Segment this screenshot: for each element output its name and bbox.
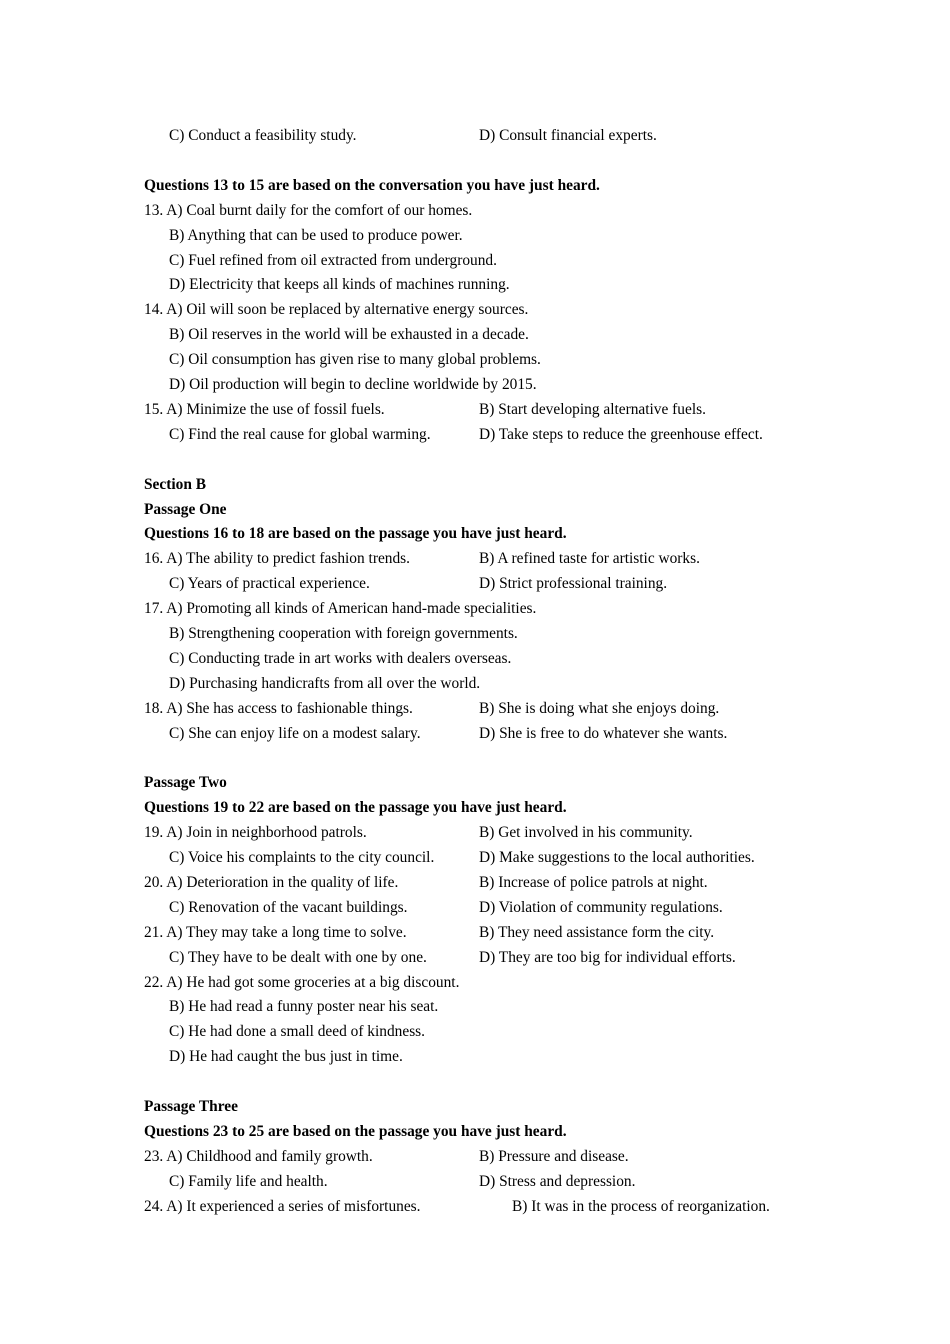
option-24b: B) It was in the process of reorganization. — [512, 1198, 770, 1215]
option-18d: D) She is free to do whatever she wants. — [479, 725, 728, 742]
option-16d: D) Strict professional training. — [479, 575, 668, 592]
option-20b: B) Increase of police patrols at night. — [479, 874, 708, 891]
option-14a: 14. A) Oil will soon be replaced by alternative energy sources. — [144, 301, 529, 318]
option-24a: 24. A) It experienced a series of misfortunes. — [144, 1198, 421, 1215]
option-19a: 19. A) Join in neighborhood patrols. — [144, 824, 367, 841]
option-16a: 16. A) The ability to predict fashion trends. — [144, 550, 411, 567]
option-20d: D) Violation of community regulations. — [479, 899, 723, 916]
option-19d: D) Make suggestions to the local authorities. — [479, 849, 755, 866]
passage-one-heading: Passage One — [144, 501, 227, 518]
option-22d: D) He had caught the bus just in time. — [169, 1048, 403, 1065]
option-18c: C) She can enjoy life on a modest salary. — [169, 725, 421, 742]
questions-19-22-heading: Questions 19 to 22 are based on the passage you have just heard. — [144, 799, 567, 816]
option-21a: 21. A) They may take a long time to solve. — [144, 924, 407, 941]
option-21d: D) They are too big for individual efforts. — [479, 949, 736, 966]
option-17a: 17. A) Promoting all kinds of American hand-made specialities. — [144, 600, 537, 617]
option-17c: C) Conducting trade in art works with dealers overseas. — [169, 650, 512, 667]
option-13c: C) Fuel refined from oil extracted from underground. — [169, 252, 497, 269]
option-15c: C) Find the real cause for global warming. — [169, 426, 431, 443]
option-14c: C) Oil consumption has given rise to many global problems. — [169, 351, 541, 368]
option-20a: 20. A) Deterioration in the quality of life. — [144, 874, 399, 891]
option-22a: 22. A) He had got some groceries at a big discount. — [144, 974, 460, 991]
questions-16-18-heading: Questions 16 to 18 are based on the passage you have just heard. — [144, 525, 567, 542]
option-16c: C) Years of practical experience. — [169, 575, 370, 592]
option-19c: C) Voice his complaints to the city council. — [169, 849, 435, 866]
option-21c: C) They have to be dealt with one by one. — [169, 949, 427, 966]
option-13a: 13. A) Coal burnt daily for the comfort of our homes. — [144, 202, 473, 219]
section-b-heading: Section B — [144, 476, 206, 493]
option-20c: C) Renovation of the vacant buildings. — [169, 899, 408, 916]
option-23d: D) Stress and depression. — [479, 1173, 636, 1190]
option-21b: B) They need assistance form the city. — [479, 924, 715, 941]
option-19b: B) Get involved in his community. — [479, 824, 693, 841]
option-14b: B) Oil reserves in the world will be exhausted in a decade. — [169, 326, 529, 343]
option-15b: B) Start developing alternative fuels. — [479, 401, 706, 418]
option-16b: B) A refined taste for artistic works. — [479, 550, 700, 567]
option-18b: B) She is doing what she enjoys doing. — [479, 700, 720, 717]
option-14d: D) Oil production will begin to decline worldwide by 2015. — [169, 376, 537, 393]
passage-two-heading: Passage Two — [144, 774, 227, 791]
option-18a: 18. A) She has access to fashionable things. — [144, 700, 413, 717]
option-13d: D) Electricity that keeps all kinds of machines running. — [169, 276, 510, 293]
passage-three-heading: Passage Three — [144, 1098, 238, 1115]
option-15d: D) Take steps to reduce the greenhouse effect. — [479, 426, 763, 443]
option-23a: 23. A) Childhood and family growth. — [144, 1148, 373, 1165]
option-23c: C) Family life and health. — [169, 1173, 328, 1190]
questions-13-15-heading: Questions 13 to 15 are based on the conversation you have just heard. — [144, 177, 600, 194]
option-15a: 15. A) Minimize the use of fossil fuels. — [144, 401, 385, 418]
option-22b: B) He had read a funny poster near his seat. — [169, 998, 439, 1015]
questions-23-25-heading: Questions 23 to 25 are based on the passage you have just heard. — [144, 1123, 567, 1140]
option-13b: B) Anything that can be used to produce power. — [169, 227, 463, 244]
option-17d: D) Purchasing handicrafts from all over the world. — [169, 675, 481, 692]
option-12d: D) Consult financial experts. — [479, 127, 657, 144]
option-17b: B) Strengthening cooperation with foreign governments. — [169, 625, 518, 642]
option-23b: B) Pressure and disease. — [479, 1148, 629, 1165]
option-12c: C) Conduct a feasibility study. — [169, 127, 357, 144]
option-22c: C) He had done a small deed of kindness. — [169, 1023, 426, 1040]
